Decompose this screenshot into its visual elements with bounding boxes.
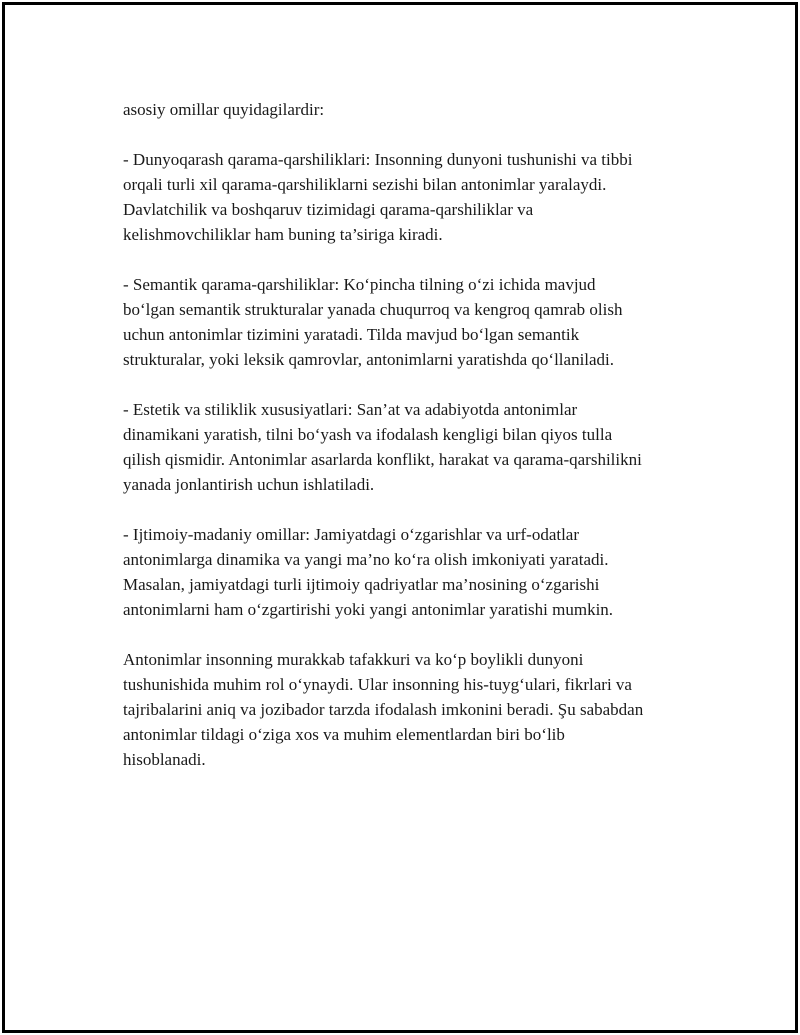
paragraph-sociocultural: - Ijtimoiy-madaniy omillar: Jamiyatdagi o‘zgarishlar va urf-odatlar antonimlarga dinamika va yangi ma’no ko‘ra olish imkoniyati yaratadi. Masalan, jamiyatdagi turli ijtimoiy qadriyatlar ma’nosining o‘zgarishi antonimlarni ham o‘zgartirishi yoki yangi antonimlar yaratishi mumkin.: [123, 525, 614, 619]
paragraph-aesthetic: - Estetik va stiliklik xususiyatlari: San’at va adabiyotda antonimlar dinamikani yaratish, tilni bo‘yash va ifodalash kengligi bilan qiyos tulla qilish qismidir. Antonimlar asarlarda konflikt, harakat va qarama-qarshilikni yanada jonlantirish uchun ishlatiladi.: [123, 400, 642, 494]
paragraph-worldview: - Dunyoqarash qarama-qarshiliklari: Insonning dunyoni tushunishi va tibbi orqali turli xil qarama-qarshiliklarni sezishi bilan antonimlar yaralaydi. Davlatchilik va boshqaruv tizimidagi qarama-qarshiliklar va kelishmovchiliklar ham buning ta’siriga kiradi.: [123, 150, 633, 244]
page-frame: [2, 2, 798, 1033]
paragraph-semantic: - Semantik qarama-qarshiliklar: Ko‘pincha tilning o‘zi ichida mavjud bo‘lgan semantik strukturalar yanada chuqurroq va kengroq qamrab olish uchun antonimlar tizimini yaratadi. Tilda mavjud bo‘lgan semantik strukturalar, yoki leksik qamrovlar, antonimlarni yaratishda qo‘llaniladi.: [123, 275, 623, 369]
document-body: [123, 97, 683, 797]
intro-line: asosiy omillar quyidagilardir:: [123, 100, 325, 119]
paragraph-conclusion: Antonimlar insonning murakkab tafakkuri va ko‘p boylikli dunyoni tushunishida muhim rol o‘ynaydi. Ular insonning his-tuyg‘ulari, fikrlari va tajribalarini aniq va jozibador tarzda ifodalash imkonini beradi. Şu sababdan antonimlar tildagi o‘ziga xos va muhim elementlardan biri bo‘lib hisoblanadi.: [123, 650, 644, 769]
